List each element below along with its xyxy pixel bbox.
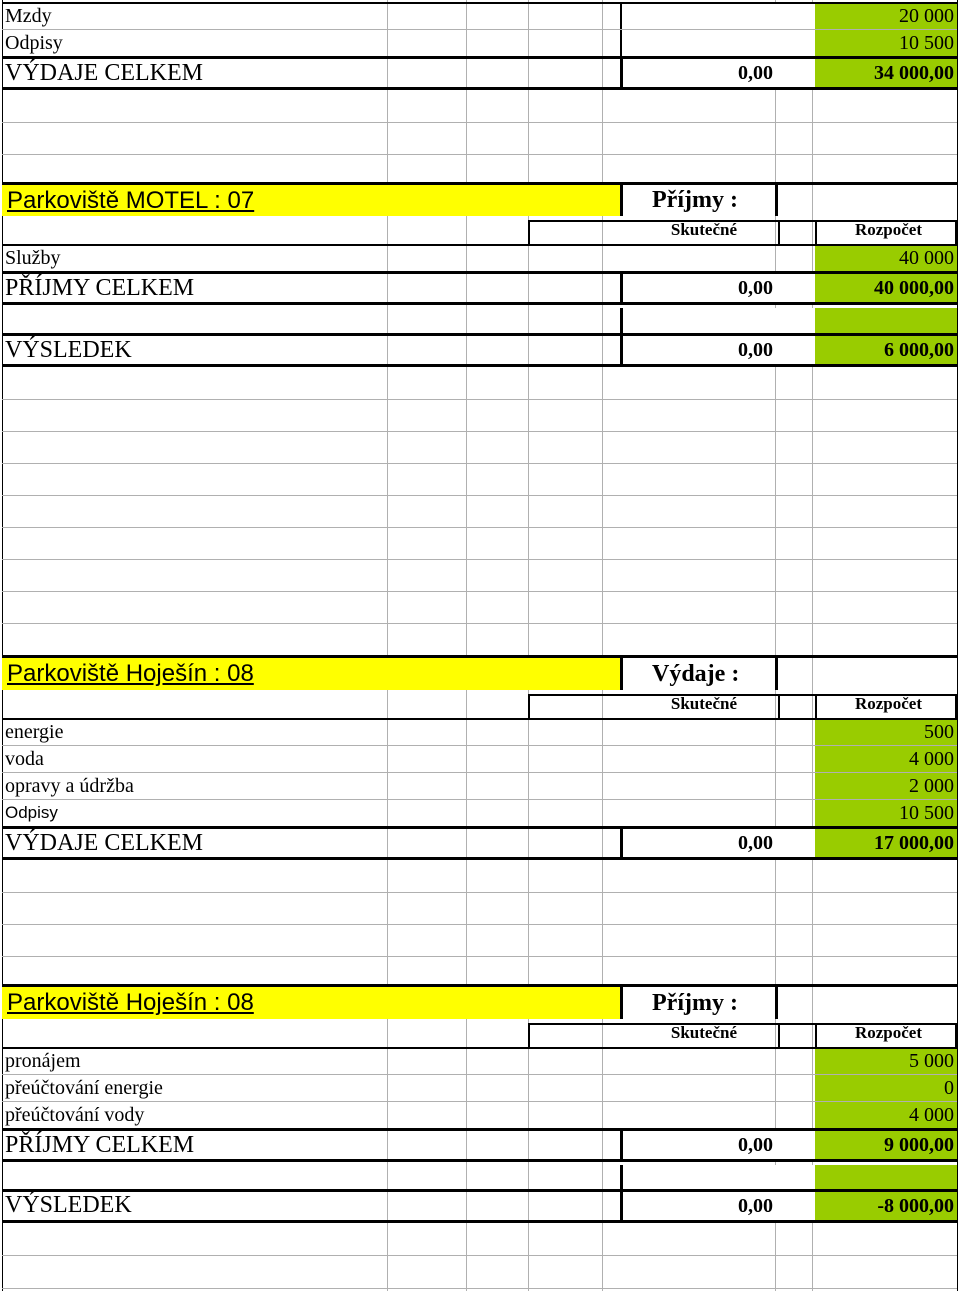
budget-value: 500 [924,721,954,743]
budget-result: 6 000,00 [884,338,954,361]
spacer-row [2,308,957,333]
column-header-row [2,1019,957,1047]
section-header-row [2,984,957,1019]
row-label: pronájem [5,1050,81,1072]
table-row [2,1047,957,1074]
actual-total: 0,00 [738,61,773,84]
budget-value: 0 [944,1076,954,1099]
row-label: Odpisy [5,803,58,822]
actual-total: 0,00 [738,276,773,299]
budget-value: 2 000 [909,774,954,797]
table-row [2,745,957,772]
result-row [2,333,957,367]
column-header-row [2,690,957,718]
table-row [2,1101,957,1128]
column-header-budget: Rozpočet [854,694,922,713]
budget-cell-bg [815,1165,957,1189]
budget-value: 20 000 [899,5,954,27]
column-header-budget: Rozpočet [854,1023,922,1042]
actual-total: 0,00 [738,1133,773,1156]
row-label: voda [5,747,44,770]
row-label: Mzdy [5,5,52,27]
budget-value: 5 000 [909,1050,954,1072]
budget-total: 40 000,00 [874,276,954,299]
total-label: VÝDAJE CELKEM [5,829,203,856]
row-label: opravy a údržba [5,774,134,797]
actual-box [620,1165,813,1189]
actual-box [620,308,813,333]
section-header-row [2,182,957,216]
actual-result: 0,00 [738,1195,773,1217]
empty-row [2,1255,957,1289]
row-label: přeúčtování vody [5,1103,145,1126]
table-row [2,244,957,271]
table-row [2,1074,957,1101]
result-label: VÝSLEDEK [5,336,132,363]
budget-total: 34 000,00 [874,61,954,84]
section-kind: Příjmy : [652,187,738,213]
budget-total: 9 000,00 [884,1133,954,1156]
section-header-row [2,655,957,690]
budget-value: 40 000 [899,247,954,269]
empty-row [2,463,957,495]
column-header-actual: Skutečné [670,694,737,713]
empty-row [2,924,957,956]
actual-total: 0,00 [738,831,773,854]
column-header-actual: Skutečné [670,1023,737,1042]
actual-box [620,4,813,29]
budget-value: 10 500 [899,801,954,824]
budget-result: -8 000,00 [877,1195,954,1217]
table-row [2,799,957,826]
empty-row [2,154,957,182]
total-row [2,1128,957,1162]
budget-value: 10 500 [899,31,954,54]
empty-row [2,399,957,431]
table-row [2,2,957,29]
empty-row [2,431,957,463]
section-title: Parkoviště Hoješín : 08 [7,989,254,1016]
empty-row [2,956,957,984]
spacer-row [2,1165,957,1189]
empty-row [2,892,957,924]
section-kind: Příjmy : [652,989,738,1016]
row-label: přeúčtování energie [5,1076,163,1099]
empty-row [2,591,957,623]
empty-row [2,527,957,559]
section-kind: Výdaje : [652,660,740,687]
budget-value: 4 000 [909,747,954,770]
table-row [2,718,957,745]
total-row [2,56,957,90]
actual-box [620,30,813,56]
total-label: PŘÍJMY CELKEM [5,274,195,301]
actual-result: 0,00 [738,338,773,361]
row-label: energie [5,721,64,743]
budget-cell-bg [815,308,957,333]
section-title: Parkoviště Hoješín : 08 [7,660,254,687]
budget-value: 4 000 [909,1103,954,1126]
table-row [2,29,957,56]
column-header-row [2,216,957,244]
grid-line [957,0,958,1291]
empty-row [2,559,957,591]
empty-row [2,623,957,655]
total-row [2,271,957,305]
column-header-actual: Skutečné [670,220,737,239]
section-title: Parkoviště MOTEL : 07 [7,186,255,214]
result-label: VÝSLEDEK [5,1192,132,1218]
total-row [2,826,957,860]
total-label: VÝDAJE CELKEM [5,59,203,86]
result-row [2,1189,957,1223]
budget-total: 17 000,00 [874,831,954,854]
empty-row [2,495,957,527]
empty-row [2,122,957,154]
column-header-budget: Rozpočet [854,220,922,239]
table-row [2,772,957,799]
total-label: PŘÍJMY CELKEM [5,1131,195,1158]
row-label: Odpisy [5,31,63,54]
row-label: Služby [5,247,61,269]
